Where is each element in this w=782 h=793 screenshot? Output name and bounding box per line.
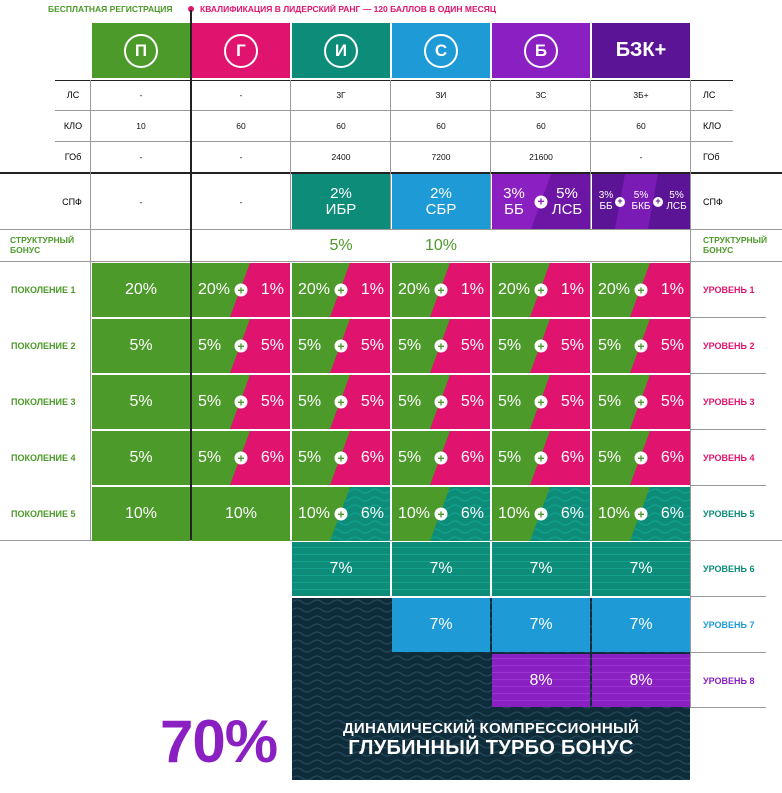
turbo-bonus-line2 <box>292 737 690 760</box>
rank-header-i <box>292 23 390 78</box>
ls-bzk: 3Б+ <box>633 90 649 100</box>
spf-bzk-c <box>664 174 689 229</box>
plus-icon: + <box>335 508 348 521</box>
generation-value-left: 10% <box>498 505 531 522</box>
turbo-bonus-line1: ДИНАМИЧЕСКИЙ КОМПРЕССИОННЫЙ <box>342 720 640 737</box>
level-value-right: 5% <box>660 393 684 410</box>
structural-bonus-s: 10% <box>424 237 458 254</box>
grid-line <box>690 80 691 708</box>
generation-label-1: ПОКОЛЕНИЕ 1 <box>11 285 76 295</box>
rank-header-p <box>92 23 190 78</box>
ls-p: - <box>139 90 143 100</box>
spf-s-name: СБР <box>425 200 457 218</box>
plus-icon: + <box>335 452 348 465</box>
generation-value-left: 5% <box>198 393 222 410</box>
level-6-i: 7% <box>292 542 390 596</box>
level-value-right: 5% <box>560 337 584 354</box>
generation-value-left: 10% <box>398 505 431 522</box>
generation-5-bzk <box>592 487 690 541</box>
generation-value-left: 5% <box>598 449 622 466</box>
level-value-right: 6% <box>660 449 684 466</box>
klo-b: 60 <box>536 120 546 131</box>
grid-line <box>690 596 766 597</box>
structural-bonus-line1: СТРУКТУРНЫЙ <box>10 235 75 245</box>
level-value-right: 6% <box>260 449 284 466</box>
generation-value-left: 20% <box>398 281 431 298</box>
rank-header-g <box>192 23 290 78</box>
level-value-right: 5% <box>560 393 584 410</box>
plus-icon: + <box>235 452 248 465</box>
level-value-right: 5% <box>360 393 384 410</box>
plus-icon: + <box>535 340 548 353</box>
plus-icon: + <box>535 396 548 409</box>
generation-2-s <box>392 319 490 373</box>
plus-icon: + <box>535 452 548 465</box>
level-6-b: 7% <box>492 542 590 596</box>
grid-line <box>390 80 391 230</box>
level-value-right: 1% <box>560 281 584 298</box>
plus-icon: + <box>335 340 348 353</box>
generation-4-b <box>492 431 590 485</box>
ls-i: 3Г <box>336 90 346 100</box>
generation-value-left: 5% <box>498 393 522 410</box>
level-value-right: 1% <box>660 281 684 298</box>
plus-icon: + <box>235 340 248 353</box>
plus-icon: + <box>535 284 548 297</box>
generation-3-i <box>292 375 390 429</box>
generation-3-p: 5% <box>92 375 190 429</box>
level-value-right: 5% <box>260 337 284 354</box>
level-value-right: 5% <box>260 393 284 410</box>
row-label-klo-right: КЛО <box>703 120 722 131</box>
structural-bonus-label <box>10 235 74 255</box>
spf-bzk-b <box>627 174 655 229</box>
level-value-right: 1% <box>360 281 384 298</box>
klo-p: 10 <box>136 120 146 131</box>
row-label-klo: КЛО <box>63 120 83 131</box>
row-label-ls-right: ЛС <box>703 90 716 100</box>
turbo-bonus-line2-b: ТУРБО БОНУС <box>485 737 634 759</box>
klo-g: 60 <box>236 120 246 131</box>
spf-bzk-b-percent: 5% <box>633 190 649 201</box>
generation-5-s <box>392 487 490 541</box>
generation-4-s <box>392 431 490 485</box>
ls-g: - <box>239 90 243 100</box>
level-value-right: 6% <box>560 505 584 522</box>
level-label-1: УРОВЕНЬ 1 <box>703 285 755 295</box>
level-value-right: 5% <box>660 337 684 354</box>
level-label-5: УРОВЕНЬ 5 <box>703 509 755 519</box>
gob-b: 21600 <box>529 151 553 162</box>
plus-icon: + <box>653 197 663 207</box>
level-8-b: 8% <box>492 654 590 707</box>
generation-1-b <box>492 263 590 317</box>
generation-2-p: 5% <box>92 319 190 373</box>
grid-line <box>0 229 782 230</box>
generation-value-left: 20% <box>298 281 331 298</box>
level-label-3: УРОВЕНЬ 3 <box>703 397 755 407</box>
grid-line <box>90 80 91 540</box>
grid-line <box>0 261 782 262</box>
generation-1-p: 20% <box>92 263 190 317</box>
generation-1-g <box>192 263 290 317</box>
row-label-gob: ГОб <box>64 151 82 162</box>
total-percent: 70% <box>160 708 278 775</box>
generation-1-i <box>292 263 390 317</box>
level-label-2: УРОВЕНЬ 2 <box>703 341 755 351</box>
spf-bzk-a-percent: 3% <box>598 190 614 201</box>
generation-3-g <box>192 375 290 429</box>
level-value-right: 5% <box>360 337 384 354</box>
gob-i: 2400 <box>331 151 351 162</box>
turbo-bonus-title <box>292 720 690 760</box>
plus-icon: + <box>435 284 448 297</box>
level-7-s: 7% <box>392 598 490 652</box>
rank-badge-i: И <box>324 34 358 68</box>
generation-value-left: 5% <box>298 337 322 354</box>
rank-badge-p: П <box>124 34 158 68</box>
structural-bonus-i: 5% <box>329 237 353 254</box>
level-6-s: 7% <box>392 542 490 596</box>
plus-icon: + <box>635 340 648 353</box>
ls-s: 3И <box>435 90 447 100</box>
plus-icon: + <box>435 452 448 465</box>
row-label-spf: СПФ <box>62 196 82 207</box>
generation-4-i <box>292 431 390 485</box>
generation-4-p: 5% <box>92 431 190 485</box>
grid-line <box>590 80 591 230</box>
row-label-ls: ЛС <box>66 90 80 100</box>
generation-value-left: 20% <box>498 281 531 298</box>
gob-s: 7200 <box>431 151 451 162</box>
spf-bzk-c-name: ЛСБ <box>666 200 687 212</box>
generation-value-left: 5% <box>398 393 422 410</box>
gob-p: - <box>139 151 143 162</box>
plus-icon: + <box>235 396 248 409</box>
level-label-6: УРОВЕНЬ 6 <box>703 564 755 574</box>
level-7-bzk: 7% <box>592 598 690 652</box>
level-8-bzk: 8% <box>592 654 690 707</box>
generation-4-bzk <box>592 431 690 485</box>
generation-2-bzk <box>592 319 690 373</box>
grid-line <box>690 429 766 430</box>
gob-g: - <box>239 151 243 162</box>
spf-s-percent: 2% <box>430 184 452 202</box>
structural-bonus-line2: БОНУС <box>10 245 41 255</box>
generation-3-bzk <box>592 375 690 429</box>
generation-value-left: 5% <box>198 337 222 354</box>
spf-bzk-b-name: БКБ <box>631 200 651 212</box>
generation-3-s <box>392 375 490 429</box>
plus-icon: + <box>435 340 448 353</box>
generation-value-left: 5% <box>398 337 422 354</box>
plus-icon: + <box>615 197 625 207</box>
plus-icon: + <box>635 396 648 409</box>
grid-line <box>290 80 291 230</box>
klo-i: 60 <box>336 120 346 131</box>
generation-label-3: ПОКОЛЕНИЕ 3 <box>11 397 76 407</box>
klo-s: 60 <box>436 120 446 131</box>
generation-3-b <box>492 375 590 429</box>
level-6-bzk: 7% <box>592 542 690 596</box>
row-label-gob-right: ГОб <box>703 151 720 162</box>
grid-line <box>690 317 766 318</box>
rank-badge-bzk: БЗК+ <box>615 39 667 61</box>
rank-badge-s: С <box>424 34 458 68</box>
spf-b-right-name: ЛСБ <box>551 200 583 218</box>
structural-bonus-line1-right: СТРУКТУРНЫЙ <box>703 235 768 245</box>
structural-bonus-line2-right: БОНУС <box>703 245 734 255</box>
generation-value-left: 5% <box>498 449 522 466</box>
generation-label-4: ПОКОЛЕНИЕ 4 <box>11 453 76 463</box>
generation-value-left: 5% <box>398 449 422 466</box>
generation-2-i <box>292 319 390 373</box>
grid-line <box>690 652 766 653</box>
plus-icon: + <box>535 508 548 521</box>
rank-header-s <box>392 23 490 78</box>
rank-badge-b: Б <box>524 34 558 68</box>
level-label-4: УРОВЕНЬ 4 <box>703 453 755 463</box>
grid-line <box>490 80 491 230</box>
spf-bzk-c-percent: 5% <box>669 190 684 201</box>
generation-5-i <box>292 487 390 541</box>
gob-bzk: - <box>639 151 643 162</box>
generation-label-2: ПОКОЛЕНИЕ 2 <box>11 341 76 351</box>
plus-icon: + <box>335 284 348 297</box>
spf-b-right-percent: 5% <box>556 184 578 202</box>
level-value-right: 5% <box>460 337 484 354</box>
spf-p: - <box>139 196 143 207</box>
level-label-7: УРОВЕНЬ 7 <box>703 620 755 630</box>
level-value-right: 1% <box>260 281 284 298</box>
generation-1-bzk <box>592 263 690 317</box>
level-value-right: 6% <box>460 505 484 522</box>
plus-icon: + <box>635 452 648 465</box>
spf-bzk-a-name: ББ <box>599 200 613 212</box>
level-value-right: 6% <box>360 449 384 466</box>
generation-value-left: 5% <box>198 449 222 466</box>
generation-5-g: 10% <box>192 487 290 541</box>
level-value-right: 6% <box>560 449 584 466</box>
plus-icon: + <box>635 284 648 297</box>
level-value-right: 1% <box>460 281 484 298</box>
spf-b-right <box>546 174 588 229</box>
spf-i-percent: 2% <box>330 184 352 202</box>
generation-2-b <box>492 319 590 373</box>
rank-header-bzk <box>592 23 690 78</box>
spf-bzk <box>592 174 690 229</box>
grid-line <box>690 373 766 374</box>
spf-i <box>292 174 390 229</box>
plus-icon: + <box>535 195 548 208</box>
plus-icon: + <box>635 508 648 521</box>
plus-icon: + <box>435 508 448 521</box>
generation-value-left: 20% <box>198 281 231 298</box>
generation-1-s <box>392 263 490 317</box>
level-label-8: УРОВЕНЬ 8 <box>703 676 755 686</box>
generation-value-left: 5% <box>598 393 622 410</box>
grid-line <box>690 485 766 486</box>
level-value-right: 6% <box>460 449 484 466</box>
free-registration-caption: БЕСПЛАТНАЯ РЕГИСТРАЦИЯ <box>48 4 173 14</box>
spf-b-left-percent: 3% <box>503 184 525 202</box>
ls-b: 3С <box>535 90 547 100</box>
generation-4-g <box>192 431 290 485</box>
generation-value-left: 10% <box>598 505 631 522</box>
generation-value-left: 5% <box>298 393 322 410</box>
level-value-right: 6% <box>360 505 384 522</box>
level-7-b: 7% <box>492 598 590 652</box>
klo-bzk: 60 <box>636 120 646 131</box>
structural-bonus-label-right <box>703 235 767 255</box>
spf-b <box>492 174 590 229</box>
spf-b-left-name: ББ <box>504 200 524 218</box>
rank-badge-g: Г <box>224 34 258 68</box>
generation-value-left: 5% <box>298 449 322 466</box>
qualification-caption: КВАЛИФИКАЦИЯ В ЛИДЕРСКИЙ РАНГ — 120 БАЛЛОВ В ОДИН МЕСЯЦ <box>200 4 497 14</box>
spf-i-name: ИБР <box>325 200 357 218</box>
row-label-spf-right: СПФ <box>703 196 723 207</box>
spf-b-left <box>496 174 532 229</box>
level-value-right: 5% <box>460 393 484 410</box>
generation-5-b <box>492 487 590 541</box>
generation-2-g <box>192 319 290 373</box>
generation-5-p: 10% <box>92 487 190 541</box>
spf-g: - <box>239 196 243 207</box>
generation-label-5: ПОКОЛЕНИЕ 5 <box>11 509 76 519</box>
generation-value-left: 10% <box>298 505 331 522</box>
generation-value-left: 5% <box>498 337 522 354</box>
level-value-right: 6% <box>660 505 684 522</box>
turbo-bonus-line2-a: ГЛУБИННЫЙ <box>348 737 480 759</box>
generation-value-left: 5% <box>598 337 622 354</box>
plus-icon: + <box>235 284 248 297</box>
plus-icon: + <box>335 396 348 409</box>
generation-value-left: 20% <box>598 281 631 298</box>
rank-header-b <box>492 23 590 78</box>
plus-icon: + <box>435 396 448 409</box>
spf-s <box>392 174 490 229</box>
